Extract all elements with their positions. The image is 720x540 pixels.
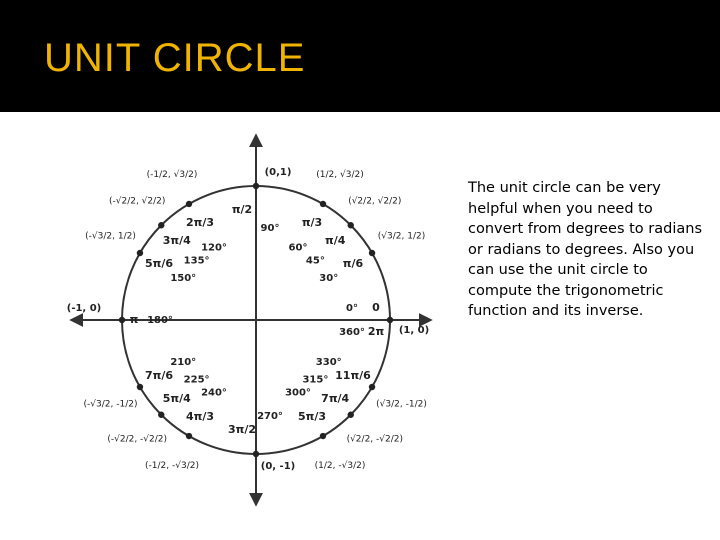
degree-label-360: 360° <box>339 327 365 338</box>
point-label-bottom: (0, -1) <box>260 461 296 472</box>
coordinate-label-300: (1/2, -√3/2) <box>314 460 366 471</box>
degree-label-60: 60° <box>288 242 308 254</box>
coordinate-label-150: (-√3/2, 1/2) <box>85 231 136 242</box>
circle-point-90 <box>253 183 259 189</box>
circle-point-150 <box>137 250 143 256</box>
description-text: The unit circle can be very helpful when you need to convert from degrees to radians or radians to degrees. Also you can use the unit circle to compute the trigonometric function and its inverse. <box>468 180 702 319</box>
degree-label-210: 210° <box>170 357 197 368</box>
circle-point-30 <box>369 250 375 256</box>
radian-label-45: π/4 <box>325 233 346 247</box>
coordinate-label-210: (-√3/2, -1/2) <box>83 399 138 410</box>
coordinate-label-60: (1/2, √3/2) <box>316 170 364 181</box>
point-label-right: (1, 0) <box>398 325 430 336</box>
degree-label-30: 30° <box>319 273 339 284</box>
circle-point-300 <box>320 433 326 439</box>
coordinate-label-225: (-√2/2, -√2/2) <box>107 434 168 445</box>
radian-label-90: π/2 <box>231 203 253 216</box>
circle-point-45 <box>348 222 354 228</box>
degree-label-150: 150° <box>170 273 197 284</box>
degree-label-330: 330° <box>315 357 342 368</box>
slide-title: UNIT CIRCLE <box>44 36 306 80</box>
circle-point-315 <box>348 412 354 418</box>
coordinate-label-240: (-1/2, -√3/2) <box>145 460 199 471</box>
radian-label-60: π/3 <box>301 216 323 230</box>
circle-point-225 <box>158 412 164 418</box>
circle-point-0 <box>387 317 393 323</box>
radian-label-300: 5π/3 <box>297 409 327 423</box>
radian-label-150: 5π/6 <box>144 257 174 270</box>
degree-label-135: 135° <box>183 255 210 267</box>
degree-label-240: 240° <box>201 387 227 399</box>
radian-label-225: 5π/4 <box>162 392 191 406</box>
degree-label-0: 0° <box>346 303 358 314</box>
radian-label-330: 11π/6 <box>335 369 371 382</box>
degree-label-315: 315° <box>302 374 329 386</box>
degree-label-120: 120° <box>201 242 227 254</box>
radian-label-0: 0 <box>372 301 380 314</box>
unit-circle-diagram <box>60 128 440 528</box>
circle-point-210 <box>137 384 143 390</box>
radian-label-2pi: 2π <box>367 325 385 338</box>
degree-label-225: 225° <box>183 374 210 386</box>
point-label-top: (0,1) <box>264 167 292 178</box>
radian-label-270: 3π/2 <box>227 423 257 436</box>
coordinate-label-30: (√3/2, 1/2) <box>377 231 426 242</box>
coordinate-label-120: (-1/2, √3/2) <box>146 170 198 181</box>
radian-label-120: 2π/3 <box>185 216 215 230</box>
radian-label-240: 4π/3 <box>185 409 215 423</box>
circle-point-135 <box>158 222 164 228</box>
radian-label-135: 3π/4 <box>162 233 191 247</box>
circle-point-120 <box>186 201 192 207</box>
degree-label-270: 270° <box>257 411 283 422</box>
circle-point-180 <box>119 317 125 323</box>
circle-point-270 <box>253 451 259 457</box>
coordinate-label-330: (√3/2, -1/2) <box>376 399 427 410</box>
radian-label-315: 7π/4 <box>321 392 350 406</box>
radian-label-180: π <box>129 313 139 326</box>
radian-label-30: π/6 <box>342 257 364 270</box>
circle-point-330 <box>369 384 375 390</box>
point-label-left: (-1, 0) <box>66 303 102 314</box>
degree-label-45: 45° <box>305 255 325 267</box>
degree-label-300: 300° <box>285 387 311 399</box>
circle-point-240 <box>186 433 192 439</box>
radian-label-210: 7π/6 <box>144 369 174 382</box>
degree-label-180: 180° <box>147 315 173 326</box>
coordinate-label-315: (√2/2, -√2/2) <box>346 434 404 445</box>
degree-label-90: 90° <box>260 223 280 234</box>
coordinate-label-45: (√2/2, √2/2) <box>348 196 402 207</box>
coordinate-label-135: (-√2/2, √2/2) <box>108 196 166 207</box>
circle-point-60 <box>320 201 326 207</box>
